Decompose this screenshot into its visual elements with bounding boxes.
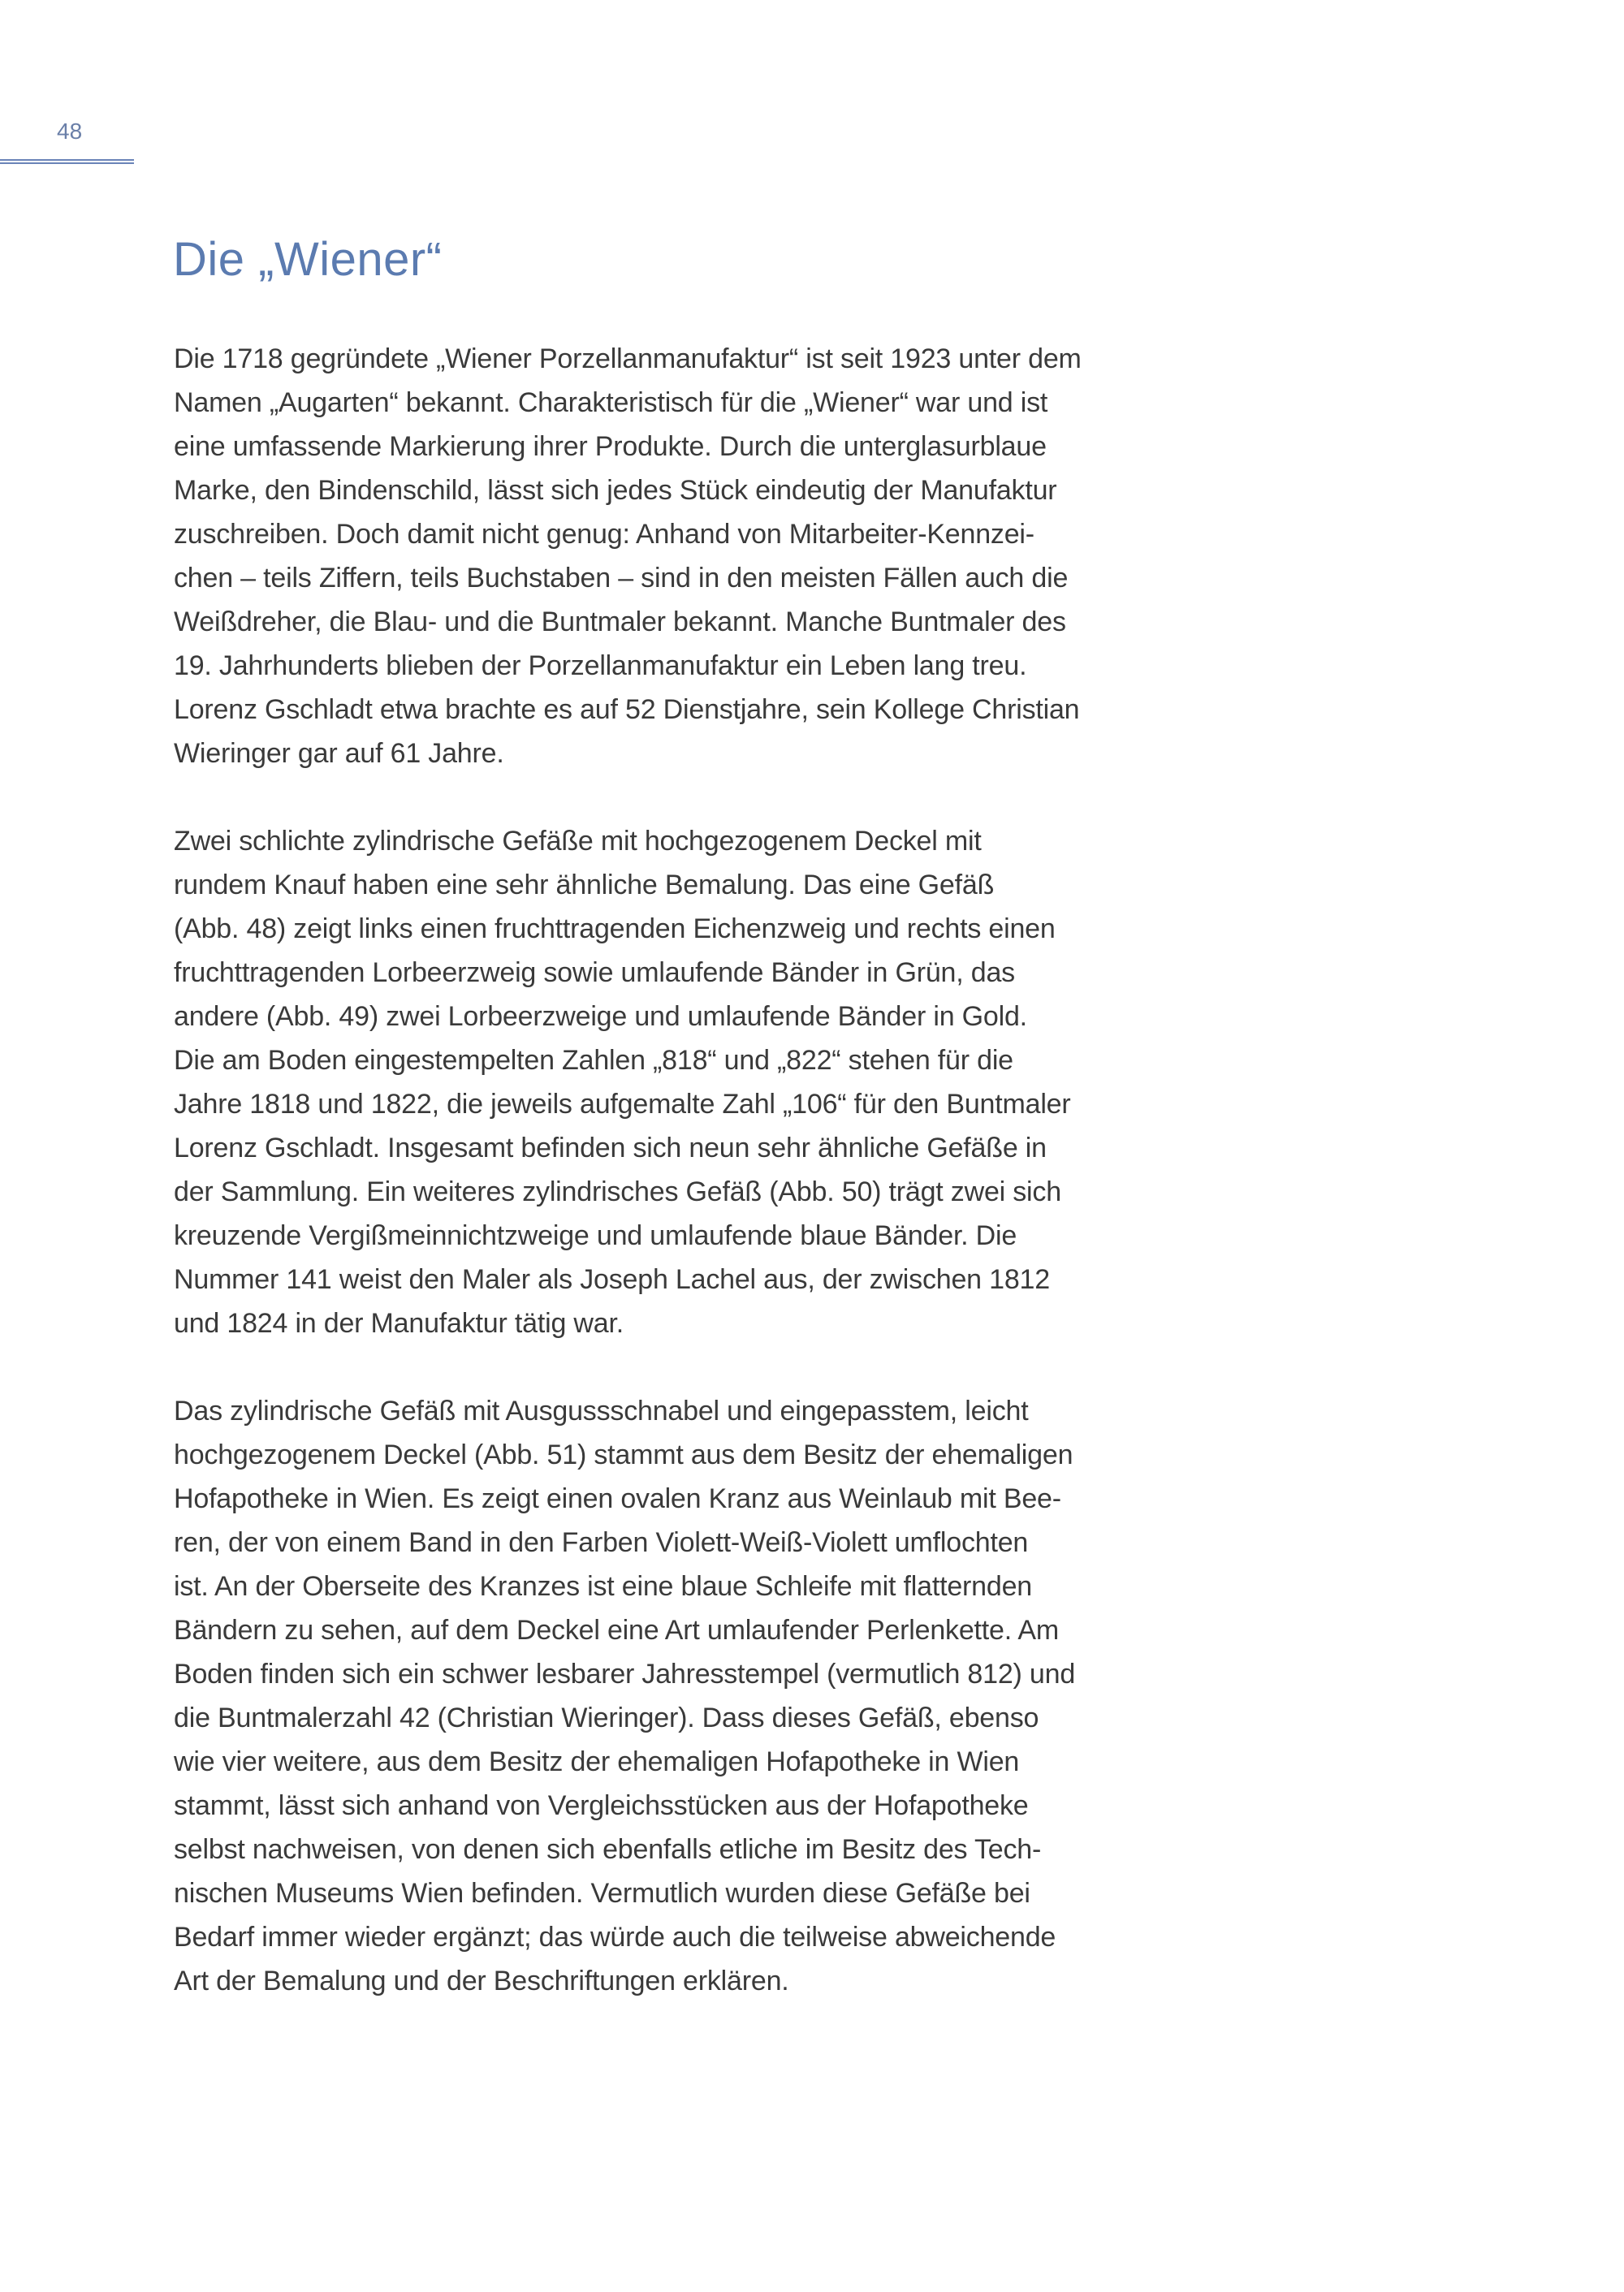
text-line: und 1824 in der Manufaktur tätig war. — [174, 1308, 624, 1339]
text-line: chen – teils Ziffern, teils Buchstaben – sind in den meisten Fällen auch die — [174, 563, 1069, 594]
text-line: ist. An der Oberseite des Kranzes ist eine blaue Schleife mit flatternden — [174, 1571, 1032, 1602]
text-line: ren, der von einem Band in den Farben Violett-Weiß-Violett umflochten — [174, 1527, 1029, 1558]
text-line: Jahre 1818 und 1822, die jeweils aufgemalte Zahl „106“ für den Buntmaler — [174, 1089, 1071, 1120]
text-line: kreuzende Vergißmeinnichtzweige und umlaufende blaue Bänder. Die — [174, 1220, 1017, 1251]
text-line: Lorenz Gschladt etwa brachte es auf 52 Dienstjahre, sein Kollege Christian — [174, 694, 1080, 725]
text-line: Die am Boden eingestempelten Zahlen „818“ und „822“ stehen für die — [174, 1045, 1013, 1076]
text-line: Wieringer gar auf 61 Jahre. — [174, 738, 504, 769]
section-title: Die „Wiener“ — [173, 233, 443, 286]
text-line: Zwei schlichte zylindrische Gefäße mit hochgezogenem Deckel mit — [174, 826, 982, 857]
text-line: eine umfassende Markierung ihrer Produkte. Durch die unterglasurblaue — [174, 431, 1047, 462]
text-line: Lorenz Gschladt. Insgesamt befinden sich neun sehr ähnliche Gefäße in — [174, 1133, 1047, 1163]
header-double-rule — [0, 159, 134, 164]
text-line: fruchttragenden Lorbeerzweig sowie umlaufende Bänder in Grün, das — [174, 957, 1015, 988]
text-line: hochgezogenem Deckel (Abb. 51) stammt aus dem Besitz der ehemaligen — [174, 1440, 1073, 1470]
text-line: Marke, den Bindenschild, lässt sich jedes Stück eindeutig der Manufaktur — [174, 475, 1057, 506]
text-line: wie vier weitere, aus dem Besitz der ehemaligen Hofapotheke in Wien — [174, 1746, 1020, 1777]
text-line: Boden finden sich ein schwer lesbarer Jahresstempel (vermutlich 812) und — [174, 1659, 1076, 1690]
paragraph — [174, 337, 1262, 775]
text-line: (Abb. 48) zeigt links einen fruchttragenden Eichenzweig und rechts einen — [174, 913, 1056, 944]
paragraph — [174, 1389, 1262, 2003]
text-line: Die 1718 gegründete „Wiener Porzellanmanufaktur“ ist seit 1923 unter dem — [174, 343, 1082, 374]
paragraph — [174, 819, 1262, 1345]
text-line: Das zylindrische Gefäß mit Ausgussschnabel und eingepasstem, leicht — [174, 1396, 1029, 1427]
body-text — [174, 337, 1262, 2047]
text-line: 19. Jahrhunderts blieben der Porzellanmanufaktur ein Leben lang treu. — [174, 650, 1027, 681]
text-line: Bedarf immer wieder ergänzt; das würde auch die teilweise abweichende — [174, 1922, 1056, 1953]
text-line: Nummer 141 weist den Maler als Joseph Lachel aus, der zwischen 1812 — [174, 1264, 1050, 1295]
text-line: der Sammlung. Ein weiteres zylindrisches Gefäß (Abb. 50) trägt zwei sich — [174, 1176, 1061, 1207]
text-line: zuschreiben. Doch damit nicht genug: Anhand von Mitarbeiter-Kennzei- — [174, 519, 1034, 550]
text-line: Namen „Augarten“ bekannt. Charakteristisch für die „Wiener“ war und ist — [174, 387, 1048, 418]
text-line: selbst nachweisen, von denen sich ebenfalls etliche im Besitz des Tech- — [174, 1834, 1042, 1865]
text-line: Weißdreher, die Blau- und die Buntmaler bekannt. Manche Buntmaler des — [174, 606, 1066, 637]
text-line: Art der Bemalung und der Beschriftungen erklären. — [174, 1966, 789, 1996]
text-line: Bändern zu sehen, auf dem Deckel eine Art umlaufender Perlenkette. Am — [174, 1615, 1059, 1646]
text-line: nischen Museums Wien befinden. Vermutlich wurden diese Gefäße bei — [174, 1878, 1030, 1909]
text-line: stammt, lässt sich anhand von Vergleichsstücken aus der Hofapotheke — [174, 1790, 1029, 1821]
text-line: Hofapotheke in Wien. Es zeigt einen ovalen Kranz aus Weinlaub mit Bee- — [174, 1483, 1061, 1514]
text-line: rundem Knauf haben eine sehr ähnliche Bemalung. Das eine Gefäß — [174, 870, 995, 900]
text-line: andere (Abb. 49) zwei Lorbeerzweige und umlaufende Bänder in Gold. — [174, 1001, 1027, 1032]
page-number: 48 — [57, 119, 83, 144]
text-line: die Buntmalerzahl 42 (Christian Wieringer). Dass dieses Gefäß, ebenso — [174, 1703, 1039, 1733]
